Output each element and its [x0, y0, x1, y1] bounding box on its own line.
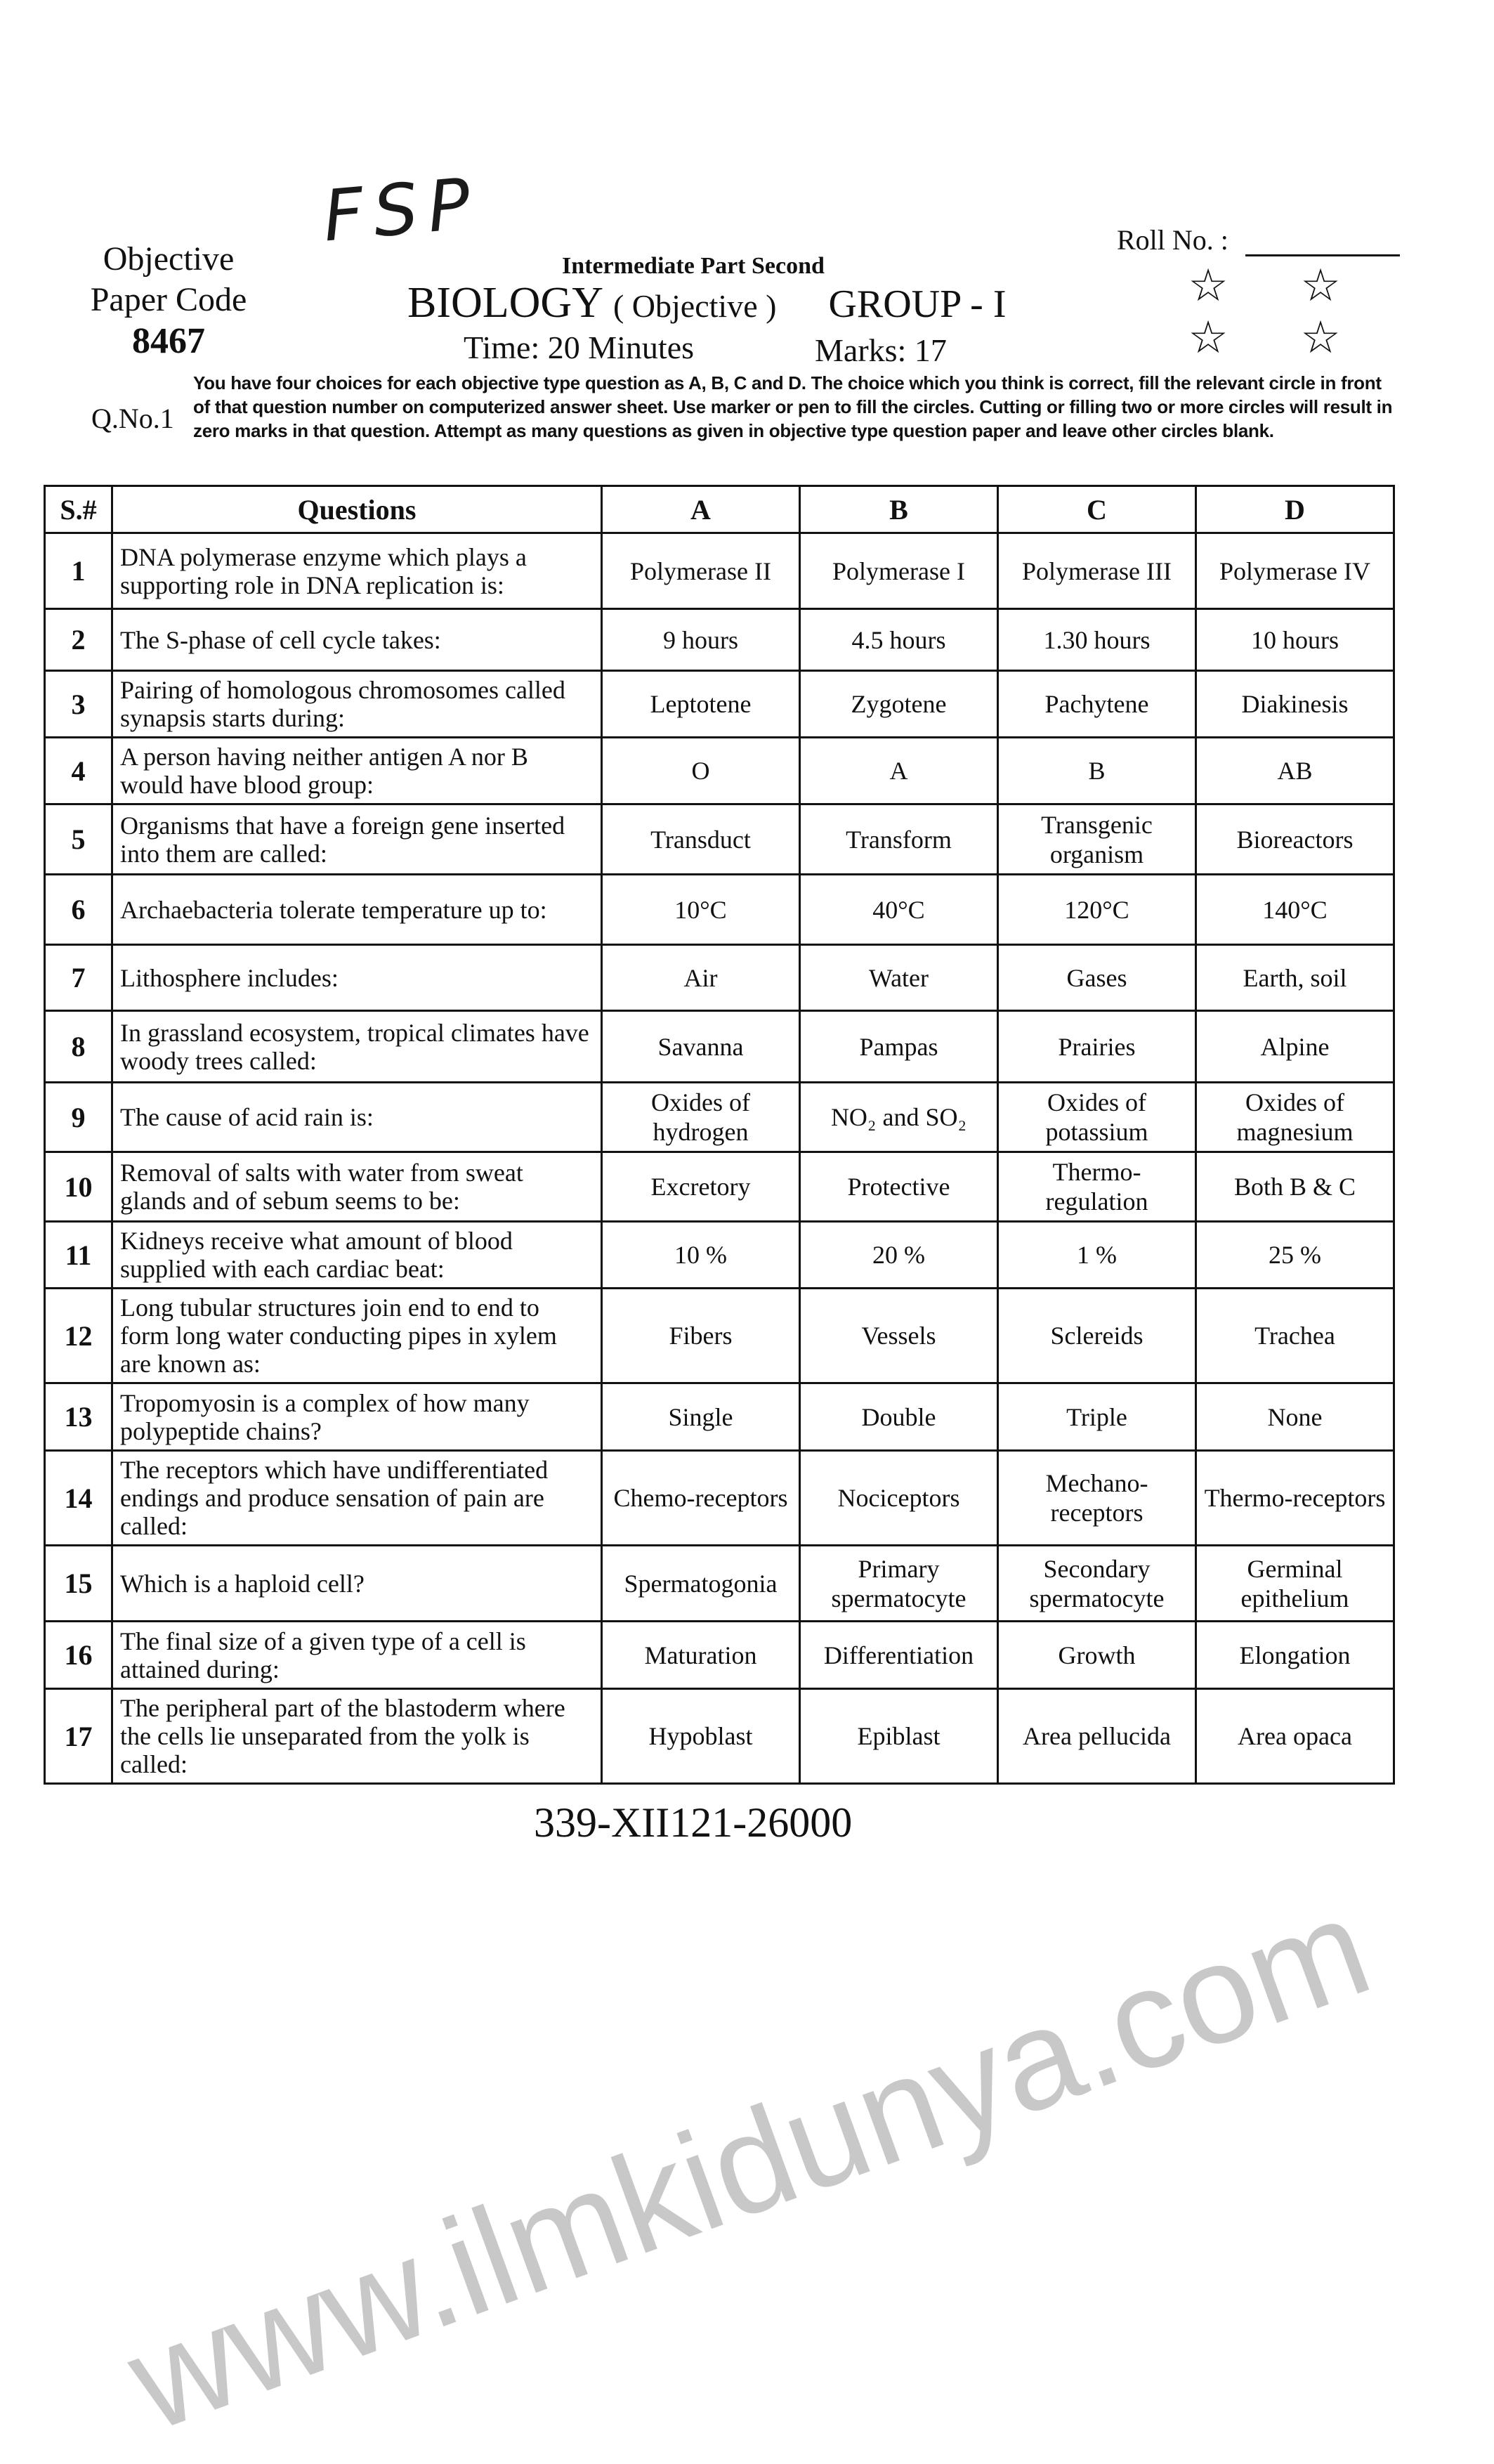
- option-a: Maturation: [602, 1622, 800, 1689]
- paper-code-label: Paper Code: [90, 281, 247, 318]
- paper-code-value: 8467: [132, 321, 205, 361]
- question-text: Lithosphere includes:: [112, 945, 602, 1011]
- header-option-c: C: [998, 486, 1196, 533]
- serial-number: 14: [45, 1451, 112, 1546]
- watermark: www.ilmkidunya.com: [109, 1867, 1389, 2461]
- serial-number: 4: [45, 738, 112, 804]
- serial-number: 15: [45, 1546, 112, 1622]
- time-allowed: Time: 20 Minutes: [464, 330, 695, 365]
- option-a: Leptotene: [602, 671, 800, 738]
- instructions-text: You have four choices for each objective type question as A, B, C and D. The choice which you think is correct, fill the relevant circle in front of that question number on computerized answer sheet. Use marker or pen to fill the circles. Cutting or filling two or more circles will result in zero marks in that question. Attempt as many questions as given in objective type question paper and leave other circles blank.: [193, 372, 1393, 441]
- table-row: [45, 1383, 1394, 1451]
- serial-number: 3: [45, 671, 112, 738]
- serial-number: 6: [45, 875, 112, 945]
- option-b: Pampas: [800, 1011, 998, 1083]
- objective-label: Objective: [103, 240, 235, 278]
- table-row: [45, 804, 1394, 875]
- star-icon: ☆: [1300, 261, 1341, 311]
- exam-subtitle: Intermediate Part Second: [562, 253, 825, 279]
- option-c: B: [998, 738, 1196, 804]
- question-text: The S-phase of cell cycle takes:: [112, 609, 602, 671]
- star-marks: [1152, 260, 1377, 364]
- serial-number: 2: [45, 609, 112, 671]
- option-c: Area pellucida: [998, 1689, 1196, 1784]
- option-d: Alpine: [1196, 1011, 1394, 1083]
- option-d: Trachea: [1196, 1289, 1394, 1383]
- option-a: Polymerase II: [602, 533, 800, 609]
- option-c: Mechano-receptors: [998, 1451, 1196, 1546]
- option-c: Prairies: [998, 1011, 1196, 1083]
- option-c: 1 %: [998, 1222, 1196, 1289]
- subject-type: ( Objective ): [612, 288, 777, 324]
- option-c: Pachytene: [998, 671, 1196, 738]
- star-icon: ☆: [1188, 261, 1228, 311]
- table-row: [45, 875, 1394, 945]
- option-c: Sclereids: [998, 1289, 1196, 1383]
- option-d: 140°C: [1196, 875, 1394, 945]
- roll-number-label: Roll No. :: [1117, 224, 1228, 256]
- option-d: Bioreactors: [1196, 804, 1394, 875]
- option-a: 10°C: [602, 875, 800, 945]
- option-b: Vessels: [800, 1289, 998, 1383]
- question-text: Which is a haploid cell?: [112, 1546, 602, 1622]
- serial-number: 13: [45, 1383, 112, 1451]
- header-option-b: B: [800, 486, 998, 533]
- paper-serial-code: 339-XII121-26000: [534, 1799, 853, 1846]
- table-row: [45, 1289, 1394, 1383]
- exam-title-block: [393, 253, 1026, 368]
- roll-number-blank[interactable]: [1245, 233, 1400, 256]
- question-text: Kidneys receive what amount of blood supplied with each cardiac beat:: [112, 1222, 602, 1289]
- option-d: Diakinesis: [1196, 671, 1394, 738]
- option-a: 10 %: [602, 1222, 800, 1289]
- option-a: 9 hours: [602, 609, 800, 671]
- option-b: Double: [800, 1383, 998, 1451]
- option-a: Excretory: [602, 1152, 800, 1222]
- option-c: 1.30 hours: [998, 609, 1196, 671]
- option-b: Epiblast: [800, 1689, 998, 1784]
- option-c: Polymerase III: [998, 533, 1196, 609]
- serial-number: 11: [45, 1222, 112, 1289]
- title-row: [407, 278, 1006, 328]
- option-b: Polymerase I: [800, 533, 998, 609]
- question-text: The peripheral part of the blastoderm where the cells lie unseparated from the yolk is called:: [112, 1689, 602, 1784]
- star-icon: ☆: [1188, 313, 1228, 363]
- option-d: Area opaca: [1196, 1689, 1394, 1784]
- option-b: Zygotene: [800, 671, 998, 738]
- option-d: Polymerase IV: [1196, 533, 1394, 609]
- serial-number: 7: [45, 945, 112, 1011]
- question-number-label: Q.No.1: [91, 403, 174, 434]
- option-c: 120°C: [998, 875, 1196, 945]
- option-c: Gases: [998, 945, 1196, 1011]
- option-d: Thermo-receptors: [1196, 1451, 1394, 1546]
- option-a: Chemo-receptors: [602, 1451, 800, 1546]
- option-a: O: [602, 738, 800, 804]
- serial-number: 10: [45, 1152, 112, 1222]
- header-option-a: A: [602, 486, 800, 533]
- option-d: None: [1196, 1383, 1394, 1451]
- option-b: 4.5 hours: [800, 609, 998, 671]
- option-b: 40°C: [800, 875, 998, 945]
- question-text: Tropomyosin is a complex of how many polypeptide chains?: [112, 1383, 602, 1451]
- option-a: Oxides of hydrogen: [602, 1083, 800, 1152]
- table-row: [45, 533, 1394, 609]
- option-d: Germinal epithelium: [1196, 1546, 1394, 1622]
- option-b: Primary spermatocyte: [800, 1546, 998, 1622]
- question-text: The final size of a given type of a cell is attained during:: [112, 1622, 602, 1689]
- option-c: Triple: [998, 1383, 1196, 1451]
- question-text: In grassland ecosystem, tropical climates have woody trees called:: [112, 1011, 602, 1083]
- option-b: A: [800, 738, 998, 804]
- option-c: Growth: [998, 1622, 1196, 1689]
- option-b: Nociceptors: [800, 1451, 998, 1546]
- option-b: Differentiation: [800, 1622, 998, 1689]
- option-c: Transgenic organism: [998, 804, 1196, 875]
- option-d: Oxides of magnesium: [1196, 1083, 1394, 1152]
- star-icon: ☆: [1300, 313, 1341, 363]
- question-text: Archaebacteria tolerate temperature up to:: [112, 875, 602, 945]
- serial-number: 9: [45, 1083, 112, 1152]
- option-a: Single: [602, 1383, 800, 1451]
- serial-number: 8: [45, 1011, 112, 1083]
- table-row: [45, 609, 1394, 671]
- header-serial: S.#: [45, 486, 112, 533]
- table-row: [45, 738, 1394, 804]
- table-header-row: [45, 486, 1394, 533]
- option-d: 25 %: [1196, 1222, 1394, 1289]
- table-row: [45, 1011, 1394, 1083]
- option-a: Air: [602, 945, 800, 1011]
- table-row: [45, 1083, 1394, 1152]
- serial-number: 1: [45, 533, 112, 609]
- question-text: Removal of salts with water from sweat glands and of sebum seems to be:: [112, 1152, 602, 1222]
- serial-number: 16: [45, 1622, 112, 1689]
- option-b: Water: [800, 945, 998, 1011]
- option-d: 10 hours: [1196, 609, 1394, 671]
- question-text: The cause of acid rain is:: [112, 1083, 602, 1152]
- option-a: Hypoblast: [602, 1689, 800, 1784]
- header-questions: Questions: [112, 486, 602, 533]
- table-row: [45, 1622, 1394, 1689]
- option-d: Elongation: [1196, 1622, 1394, 1689]
- question-text: Organisms that have a foreign gene inserted into them are called:: [112, 804, 602, 875]
- option-d: Earth, soil: [1196, 945, 1394, 1011]
- table-row: [45, 1222, 1394, 1289]
- question-text: A person having neither antigen A nor B would have blood group:: [112, 738, 602, 804]
- question-text: Pairing of homologous chromosomes called synapsis starts during:: [112, 671, 602, 738]
- option-d: AB: [1196, 738, 1394, 804]
- option-c: Thermo-regulation: [998, 1152, 1196, 1222]
- total-marks: Marks: 17: [815, 332, 947, 368]
- table-row: [45, 1546, 1394, 1622]
- option-a: Fibers: [602, 1289, 800, 1383]
- handwritten-annotation: FSP: [320, 162, 483, 258]
- table-row: [45, 945, 1394, 1011]
- option-c: Oxides of potassium: [998, 1083, 1196, 1152]
- paper-code-block: [77, 239, 260, 363]
- table-row: [45, 1152, 1394, 1222]
- option-a: Savanna: [602, 1011, 800, 1083]
- table-row: [45, 1451, 1394, 1546]
- serial-number: 12: [45, 1289, 112, 1383]
- question-text: DNA polymerase enzyme which plays a supporting role in DNA replication is:: [112, 533, 602, 609]
- serial-number: 5: [45, 804, 112, 875]
- table-row: [45, 1689, 1394, 1784]
- option-b: Protective: [800, 1152, 998, 1222]
- question-text: Long tubular structures join end to end to form long water conducting pipes in xylem are known as:: [112, 1289, 602, 1383]
- mcq-table: [44, 485, 1395, 1785]
- group-label: GROUP - I: [828, 282, 1007, 326]
- table-row: [45, 671, 1394, 738]
- option-a: Transduct: [602, 804, 800, 875]
- subject-title: BIOLOGY: [407, 279, 603, 327]
- serial-number: 17: [45, 1689, 112, 1784]
- option-c: Secondary spermatocyte: [998, 1546, 1196, 1622]
- option-d: Both B & C: [1196, 1152, 1394, 1222]
- option-b: Transform: [800, 804, 998, 875]
- option-b: 20 %: [800, 1222, 998, 1289]
- roll-number-field: [1117, 223, 1400, 256]
- option-a: Spermatogonia: [602, 1546, 800, 1622]
- option-b: NO₂ and SO₂: [800, 1083, 998, 1152]
- question-text: The receptors which have undifferentiated endings and produce sensation of pain are called:: [112, 1451, 602, 1546]
- header-option-d: D: [1196, 486, 1394, 533]
